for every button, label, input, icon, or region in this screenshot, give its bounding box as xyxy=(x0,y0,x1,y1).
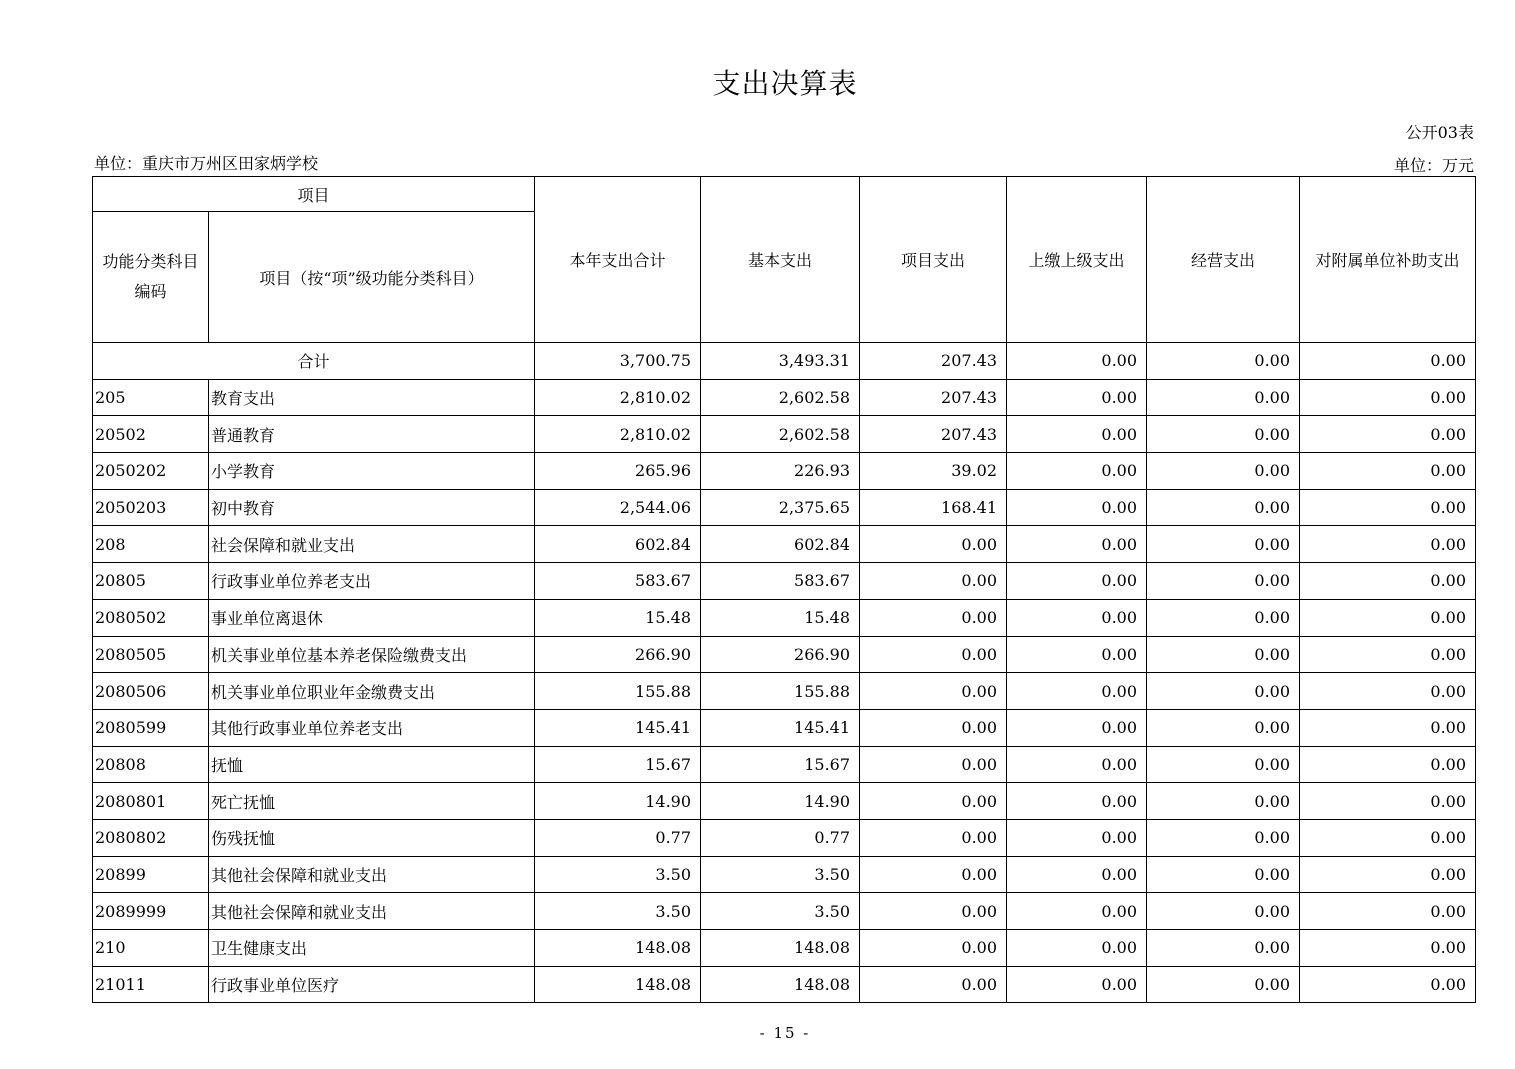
row-value: 0.00 xyxy=(860,526,1007,563)
row-value: 0.00 xyxy=(1007,563,1147,600)
row-value: 0.00 xyxy=(1300,563,1476,600)
row-value: 207.43 xyxy=(860,379,1007,416)
header-business: 经营支出 xyxy=(1147,177,1300,343)
row-code: 20502 xyxy=(93,416,209,453)
page-title: 支出决算表 xyxy=(712,67,858,100)
row-value: 145.41 xyxy=(701,709,860,746)
table-row xyxy=(93,746,1476,783)
row-value: 0.00 xyxy=(1300,746,1476,783)
header-project-expenditure: 项目支出 xyxy=(860,177,1007,343)
row-code: 2050202 xyxy=(93,453,209,490)
row-value: 0.77 xyxy=(535,819,701,856)
row-value: 0.00 xyxy=(1007,526,1147,563)
row-value: 0.00 xyxy=(860,856,1007,893)
row-name: 死亡抚恤 xyxy=(209,783,535,820)
row-value: 0.00 xyxy=(1300,783,1476,820)
row-value: 0.00 xyxy=(1007,379,1147,416)
row-value: 15.48 xyxy=(535,599,701,636)
total-label: 合计 xyxy=(93,343,535,380)
total-value: 3,493.31 xyxy=(701,343,860,380)
row-value: 148.08 xyxy=(535,966,701,1003)
row-name: 普通教育 xyxy=(209,416,535,453)
row-value: 2,602.58 xyxy=(701,379,860,416)
row-value: 0.00 xyxy=(1007,819,1147,856)
row-name: 社会保障和就业支出 xyxy=(209,526,535,563)
row-value: 0.00 xyxy=(860,636,1007,673)
total-value: 0.00 xyxy=(1007,343,1147,380)
row-value: 0.00 xyxy=(1007,966,1147,1003)
row-value: 148.08 xyxy=(701,966,860,1003)
row-value: 0.00 xyxy=(860,709,1007,746)
table-row xyxy=(93,856,1476,893)
row-value: 0.00 xyxy=(860,930,1007,967)
row-code: 210 xyxy=(93,930,209,967)
row-value: 0.00 xyxy=(1147,636,1300,673)
row-value: 0.00 xyxy=(1007,746,1147,783)
row-value: 0.00 xyxy=(1007,599,1147,636)
row-value: 0.00 xyxy=(1147,599,1300,636)
table-row xyxy=(93,526,1476,563)
header-name: 项目（按“项”级功能分类科目） xyxy=(209,212,535,343)
table-row xyxy=(93,453,1476,490)
row-value: 0.00 xyxy=(860,893,1007,930)
row-value: 0.00 xyxy=(1300,673,1476,710)
table-row xyxy=(93,379,1476,416)
row-value: 0.00 xyxy=(1007,673,1147,710)
currency-unit: 单位：万元 xyxy=(1393,156,1474,175)
row-value: 14.90 xyxy=(535,783,701,820)
row-name: 行政事业单位医疗 xyxy=(209,966,535,1003)
header-upper: 上缴上级支出 xyxy=(1007,177,1147,343)
row-value: 2,810.02 xyxy=(535,416,701,453)
row-value: 0.00 xyxy=(860,783,1007,820)
row-code: 2050203 xyxy=(93,489,209,526)
row-value: 583.67 xyxy=(535,563,701,600)
row-name: 抚恤 xyxy=(209,746,535,783)
row-value: 0.00 xyxy=(1007,709,1147,746)
row-name: 其他社会保障和就业支出 xyxy=(209,893,535,930)
row-value: 2,810.02 xyxy=(535,379,701,416)
row-code: 205 xyxy=(93,379,209,416)
row-name: 机关事业单位基本养老保险缴费支出 xyxy=(209,636,535,673)
table-row xyxy=(93,599,1476,636)
row-value: 0.00 xyxy=(1300,453,1476,490)
row-value: 0.00 xyxy=(860,819,1007,856)
row-name: 教育支出 xyxy=(209,379,535,416)
row-code: 20899 xyxy=(93,856,209,893)
total-value: 207.43 xyxy=(860,343,1007,380)
row-value: 2,602.58 xyxy=(701,416,860,453)
row-value: 0.00 xyxy=(860,746,1007,783)
row-value: 3.50 xyxy=(701,893,860,930)
row-code: 2080502 xyxy=(93,599,209,636)
row-value: 0.00 xyxy=(860,966,1007,1003)
table-row xyxy=(93,636,1476,673)
row-value: 0.00 xyxy=(1007,453,1147,490)
row-value: 0.00 xyxy=(1300,636,1476,673)
table-row xyxy=(93,966,1476,1003)
row-name: 机关事业单位职业年金缴费支出 xyxy=(209,673,535,710)
row-value: 0.00 xyxy=(1007,489,1147,526)
row-value: 602.84 xyxy=(535,526,701,563)
row-value: 0.00 xyxy=(1300,526,1476,563)
row-value: 15.67 xyxy=(701,746,860,783)
row-value: 0.00 xyxy=(1147,563,1300,600)
header-total: 本年支出合计 xyxy=(535,177,701,343)
row-value: 0.00 xyxy=(1007,783,1147,820)
row-value: 0.00 xyxy=(1300,819,1476,856)
row-value: 0.00 xyxy=(1147,673,1300,710)
table-row xyxy=(93,930,1476,967)
row-code: 20808 xyxy=(93,746,209,783)
row-value: 155.88 xyxy=(701,673,860,710)
row-name: 初中教育 xyxy=(209,489,535,526)
row-value: 145.41 xyxy=(535,709,701,746)
header-subsidy: 对附属单位补助支出 xyxy=(1300,177,1476,343)
row-value: 2,375.65 xyxy=(701,489,860,526)
row-code: 2080801 xyxy=(93,783,209,820)
row-value: 3.50 xyxy=(535,893,701,930)
row-value: 265.96 xyxy=(535,453,701,490)
row-value: 2,544.06 xyxy=(535,489,701,526)
row-value: 0.00 xyxy=(1147,819,1300,856)
row-code: 2080506 xyxy=(93,673,209,710)
form-number: 公开03表 xyxy=(1405,123,1474,142)
row-value: 0.00 xyxy=(1147,893,1300,930)
row-value: 0.00 xyxy=(1300,966,1476,1003)
row-value: 0.00 xyxy=(1007,930,1147,967)
page-number: - 15 - xyxy=(759,1024,811,1042)
total-row xyxy=(93,343,1476,380)
row-name: 小学教育 xyxy=(209,453,535,490)
row-value: 15.67 xyxy=(535,746,701,783)
total-value: 3,700.75 xyxy=(535,343,701,380)
organization-unit: 单位：重庆市万州区田家炳学校 xyxy=(94,154,319,173)
row-value: 15.48 xyxy=(701,599,860,636)
row-value: 0.00 xyxy=(1147,930,1300,967)
row-value: 155.88 xyxy=(535,673,701,710)
row-value: 0.00 xyxy=(860,563,1007,600)
row-value: 0.77 xyxy=(701,819,860,856)
table-row xyxy=(93,416,1476,453)
table-row xyxy=(93,489,1476,526)
table-row xyxy=(93,893,1476,930)
row-code: 2080802 xyxy=(93,819,209,856)
table-row xyxy=(93,673,1476,710)
row-value: 0.00 xyxy=(1300,416,1476,453)
row-value: 3.50 xyxy=(535,856,701,893)
row-value: 0.00 xyxy=(1300,856,1476,893)
row-value: 0.00 xyxy=(1147,526,1300,563)
table-row xyxy=(93,709,1476,746)
row-value: 0.00 xyxy=(1147,416,1300,453)
row-value: 148.08 xyxy=(535,930,701,967)
row-value: 0.00 xyxy=(1147,783,1300,820)
header-code: 功能分类科目编码 xyxy=(93,212,209,343)
row-value: 0.00 xyxy=(860,599,1007,636)
row-value: 14.90 xyxy=(701,783,860,820)
row-value: 39.02 xyxy=(860,453,1007,490)
row-value: 207.43 xyxy=(860,416,1007,453)
row-value: 0.00 xyxy=(1300,893,1476,930)
row-value: 168.41 xyxy=(860,489,1007,526)
row-value: 0.00 xyxy=(1147,489,1300,526)
table-row xyxy=(93,563,1476,600)
row-name: 伤残抚恤 xyxy=(209,819,535,856)
row-value: 0.00 xyxy=(1147,379,1300,416)
row-value: 0.00 xyxy=(1147,709,1300,746)
row-code: 21011 xyxy=(93,966,209,1003)
table-row xyxy=(93,819,1476,856)
row-value: 0.00 xyxy=(1300,930,1476,967)
row-value: 0.00 xyxy=(1300,709,1476,746)
row-value: 3.50 xyxy=(701,856,860,893)
row-value: 0.00 xyxy=(1007,893,1147,930)
row-value: 0.00 xyxy=(1300,489,1476,526)
row-code: 20805 xyxy=(93,563,209,600)
row-value: 602.84 xyxy=(701,526,860,563)
row-value: 0.00 xyxy=(1147,966,1300,1003)
row-value: 0.00 xyxy=(1007,416,1147,453)
row-name: 其他社会保障和就业支出 xyxy=(209,856,535,893)
row-value: 0.00 xyxy=(860,673,1007,710)
row-code: 208 xyxy=(93,526,209,563)
row-value: 266.90 xyxy=(701,636,860,673)
row-value: 0.00 xyxy=(1147,746,1300,783)
row-value: 0.00 xyxy=(1147,856,1300,893)
row-name: 事业单位离退休 xyxy=(209,599,535,636)
row-code: 2080505 xyxy=(93,636,209,673)
row-value: 0.00 xyxy=(1300,379,1476,416)
total-value: 0.00 xyxy=(1300,343,1476,380)
row-value: 0.00 xyxy=(1147,453,1300,490)
total-value: 0.00 xyxy=(1147,343,1300,380)
row-code: 2089999 xyxy=(93,893,209,930)
header-project: 项目 xyxy=(93,177,535,212)
row-value: 266.90 xyxy=(535,636,701,673)
row-value: 0.00 xyxy=(1300,599,1476,636)
table-row xyxy=(93,783,1476,820)
row-value: 226.93 xyxy=(701,453,860,490)
row-value: 148.08 xyxy=(701,930,860,967)
row-value: 0.00 xyxy=(1007,636,1147,673)
header-basic: 基本支出 xyxy=(701,177,860,343)
expenditure-table xyxy=(92,176,1476,1003)
row-name: 其他行政事业单位养老支出 xyxy=(209,709,535,746)
row-value: 0.00 xyxy=(1007,856,1147,893)
row-name: 行政事业单位养老支出 xyxy=(209,563,535,600)
row-code: 2080599 xyxy=(93,709,209,746)
row-value: 583.67 xyxy=(701,563,860,600)
row-name: 卫生健康支出 xyxy=(209,930,535,967)
